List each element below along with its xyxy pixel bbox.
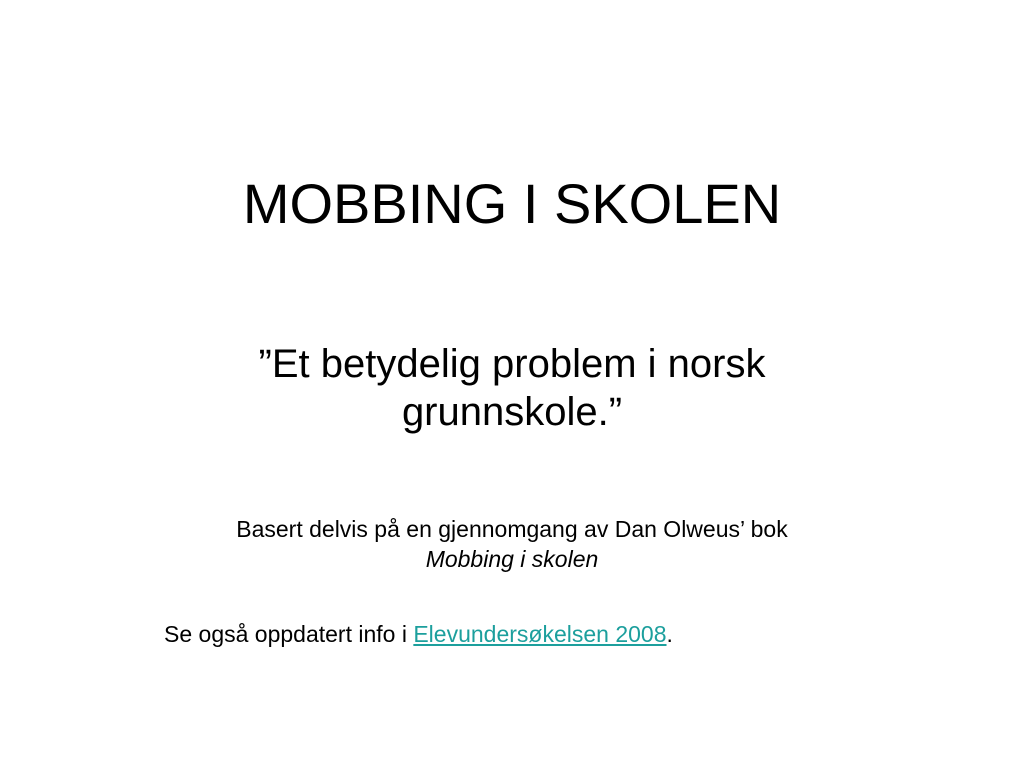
slide-subtitle	[112, 340, 912, 436]
note-suffix: .	[666, 621, 673, 647]
book-title: Mobbing i skolen	[425, 546, 599, 572]
source-credit	[112, 514, 912, 574]
subtitle-line-2: grunnskole.”	[401, 390, 623, 434]
subtitle-line-1: ”Et betydelig problem i norsk	[258, 342, 766, 386]
slide-title: MOBBING I SKOLEN	[242, 172, 782, 235]
note-prefix: Se også oppdatert info i	[164, 621, 414, 647]
source-text: Basert delvis på en gjennomgang av Dan Olweus’ bok	[236, 516, 788, 542]
update-note	[164, 619, 673, 649]
elevundersokelsen-link[interactable]: Elevundersøkelsen 2008	[413, 621, 667, 647]
